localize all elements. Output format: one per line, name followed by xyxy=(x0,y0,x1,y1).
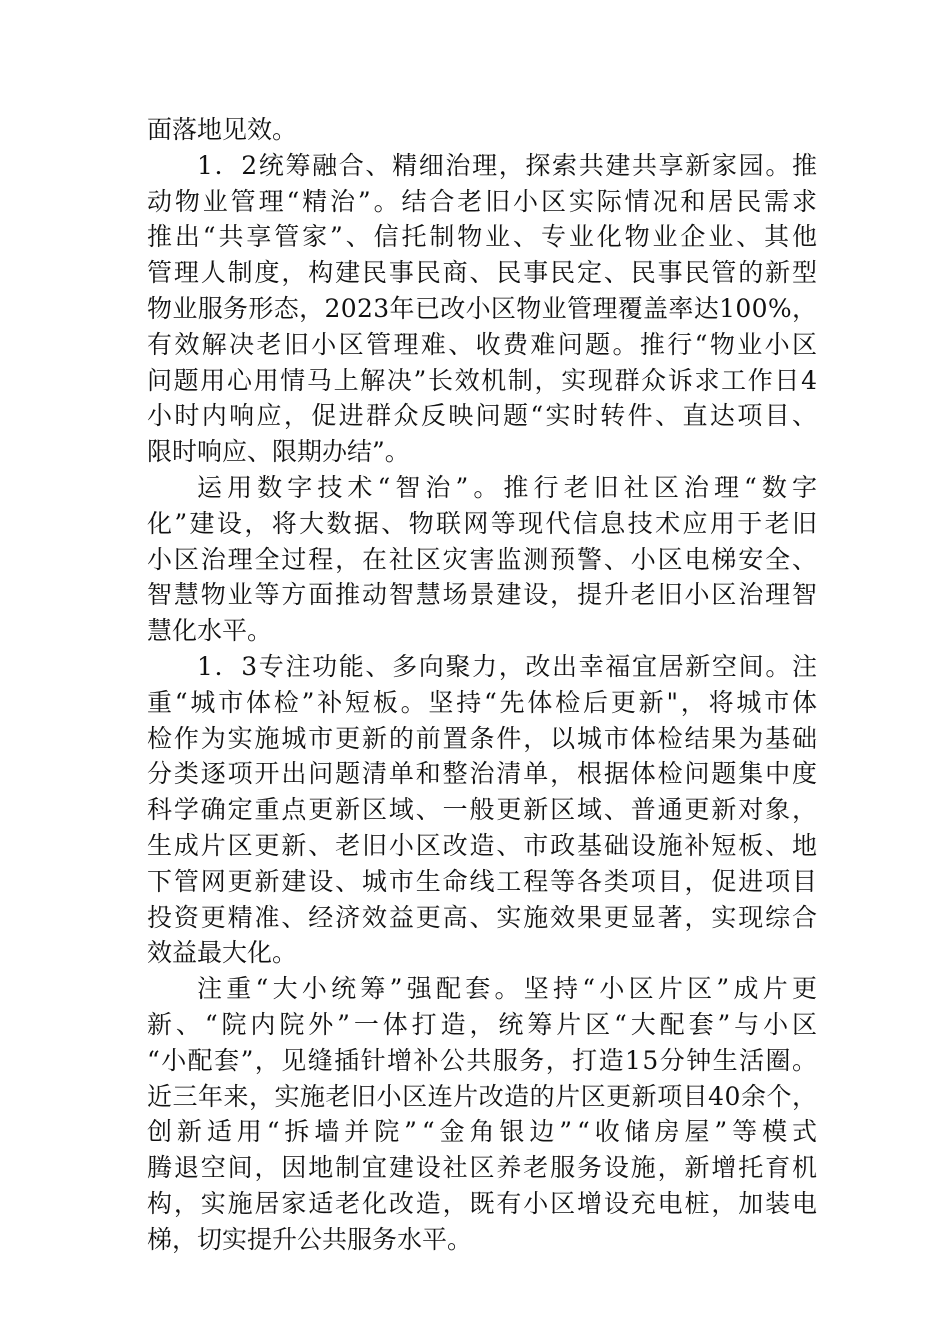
text-line: 创新适用“拆墙并院”“金角银边”“收储房屋”等模式 xyxy=(147,1117,822,1147)
text-line: 管理人制度，构建民事民商、民事民定、民事民管的新型 xyxy=(147,258,819,288)
text-line: 有效解决老旧小区管理难、收费难问题。推行“物业小区 xyxy=(147,329,820,359)
paragraph-first-line: 1．2统筹融合、精细治理，探索共建共享新家园。推 xyxy=(197,150,819,180)
text-line: 动物业管理“精治”。结合老旧小区实际情况和居民需求 xyxy=(147,186,820,216)
text-line: 限时响应、限期办结”。 xyxy=(147,437,410,467)
text-line: “小配套”，见缝插针增补公共服务，打造15分钟生活圈。 xyxy=(147,1045,819,1075)
text-line: 梯，切实提升公共服务水平。 xyxy=(147,1224,473,1254)
text-line: 效益最大化。 xyxy=(147,938,298,968)
text-line: 构，实施居家适老化改造，既有小区增设充电桩，加装电 xyxy=(147,1188,819,1218)
text-line: 近三年来，实施老旧小区连片改造的片区更新项目40余个， xyxy=(147,1081,818,1111)
text-line: 生成片区更新、老旧小区改造、市政基础设施补短板、地 xyxy=(147,830,819,860)
text-line: 投资更精准、经济效益更高、实施效果更显著，实现综合 xyxy=(147,902,819,932)
text-line: 检作为实施城市更新的前置条件，以城市体检结果为基础 xyxy=(147,723,819,753)
text-line: 重“城市体检”补短板。坚持“先体检后更新"，将城市体 xyxy=(147,687,820,717)
text-line: 慧化水平。 xyxy=(147,616,273,646)
text-line: 小时内响应，促进群众反映问题“实时转件、直达项目、 xyxy=(147,401,820,431)
text-line: 问题用心用情马上解决”长效机制，实现群众诉求工作日4 xyxy=(147,365,819,395)
text-line: 物业服务形态，2023年已改小区物业管理覆盖率达100%， xyxy=(147,293,818,323)
paragraph-first-line: 运用数字技术“智治”。推行老旧社区治理“数字 xyxy=(197,472,823,502)
text-line: 面落地见效。 xyxy=(147,115,298,144)
text-line: 小区治理全过程，在社区灾害监测预警、小区电梯安全、 xyxy=(147,544,819,574)
text-line: 下管网更新建设、城市生命线工程等各类项目，促进项目 xyxy=(147,866,819,896)
text-line: 腾退空间，因地制宜建设社区养老服务设施，新增托育机 xyxy=(147,1153,819,1183)
paragraph-first-line: 1．3专注功能、多向聚力，改出幸福宜居新空间。注 xyxy=(197,651,819,681)
text-line: 分类逐项开出问题清单和整治清单，根据体检问题集中度 xyxy=(147,759,819,789)
text-line: 推出“共享管家”、信托制物业、专业化物业企业、其他 xyxy=(147,222,820,252)
text-line: 科学确定重点更新区域、一般更新区域、普通更新对象， xyxy=(147,795,819,825)
paragraph-first-line: 注重“大小统筹”强配套。坚持“小区片区”成片更 xyxy=(197,974,822,1004)
document-body xyxy=(147,112,823,1258)
text-line: 智慧物业等方面推动智慧场景建设，提升老旧小区治理智 xyxy=(147,580,819,610)
text-line: 化”建设，将大数据、物联网等现代信息技术应用于老旧 xyxy=(147,508,820,538)
text-line: 新、“院内院外”一体打造，统筹片区“大配套”与小区 xyxy=(147,1009,821,1039)
